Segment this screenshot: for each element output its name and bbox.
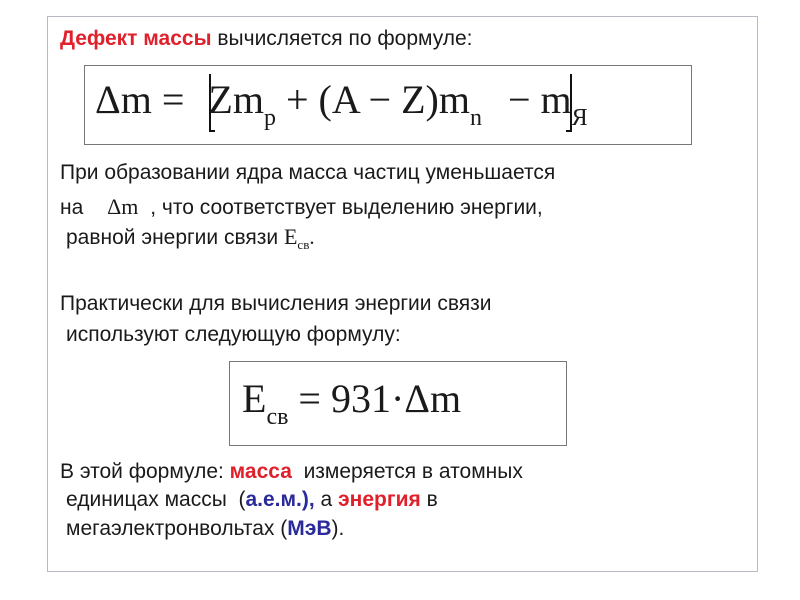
para1-line2-b: , что соответствует выделению энергии,	[144, 196, 543, 219]
formula-sub-ya: Я	[571, 105, 588, 131]
para1-line2	[60, 194, 543, 221]
formula2-e: E	[242, 376, 267, 421]
mev-term: МэВ	[287, 517, 332, 540]
binding-energy-formula-box	[229, 361, 567, 446]
para3-line1	[60, 459, 523, 485]
formula2-rest: = 931·Δm	[288, 376, 462, 421]
formula-minus-mya: − m	[497, 77, 572, 122]
binding-energy-formula	[242, 375, 461, 429]
para3-l1-a: В этой формуле:	[60, 460, 230, 483]
left-floor-bracket	[209, 74, 215, 132]
para3-l2-c: в	[420, 488, 438, 511]
heading-rest: вычисляется по формуле:	[211, 27, 473, 50]
para3-l3-a: мегаэлектронвольтах (	[66, 517, 288, 540]
para1-line1: При образовании ядра масса частиц уменьшается	[60, 161, 556, 184]
right-floor-bracket	[566, 74, 572, 132]
mass-defect-formula-box	[84, 65, 692, 145]
para3-line2	[66, 487, 438, 513]
para2-line1: Практически для вычисления энергии связи	[60, 292, 492, 315]
para1-line3	[60, 224, 315, 253]
mass-term: масса	[229, 460, 292, 483]
e-bind-sub: св	[297, 237, 310, 252]
para1-line3-a: равной энергии связи	[66, 226, 284, 249]
para3-l3-b: ).	[331, 517, 345, 540]
para2-line2: используют следующую формулу:	[66, 323, 401, 346]
formula-delta-m: Δm =	[95, 77, 195, 122]
formula-sub-n: n	[469, 105, 482, 131]
formula-sub-p: p	[263, 105, 276, 131]
mass-defect-formula	[95, 76, 588, 130]
para3-line3	[66, 516, 344, 542]
heading	[60, 26, 473, 52]
formula2-sub: св	[266, 404, 289, 430]
amu-term: а.е.м.),	[245, 488, 315, 511]
delta-m-symbol: Δm	[107, 194, 139, 219]
energy-term: энергия	[338, 488, 421, 511]
para1-line2-a: на	[60, 196, 90, 219]
heading-term: Дефект массы	[60, 27, 212, 50]
e-bind-symbol: E	[283, 224, 298, 249]
para3-l1-b: измеряется в атомных	[291, 460, 523, 483]
formula-z-mp: Zm	[208, 77, 264, 122]
para1-line3-end: .	[309, 225, 315, 249]
formula-a-z-mn: + (A − Z)m	[275, 77, 470, 122]
para3-l2-a: единицах массы (	[66, 488, 246, 511]
para3-l2-b: а	[314, 488, 339, 511]
